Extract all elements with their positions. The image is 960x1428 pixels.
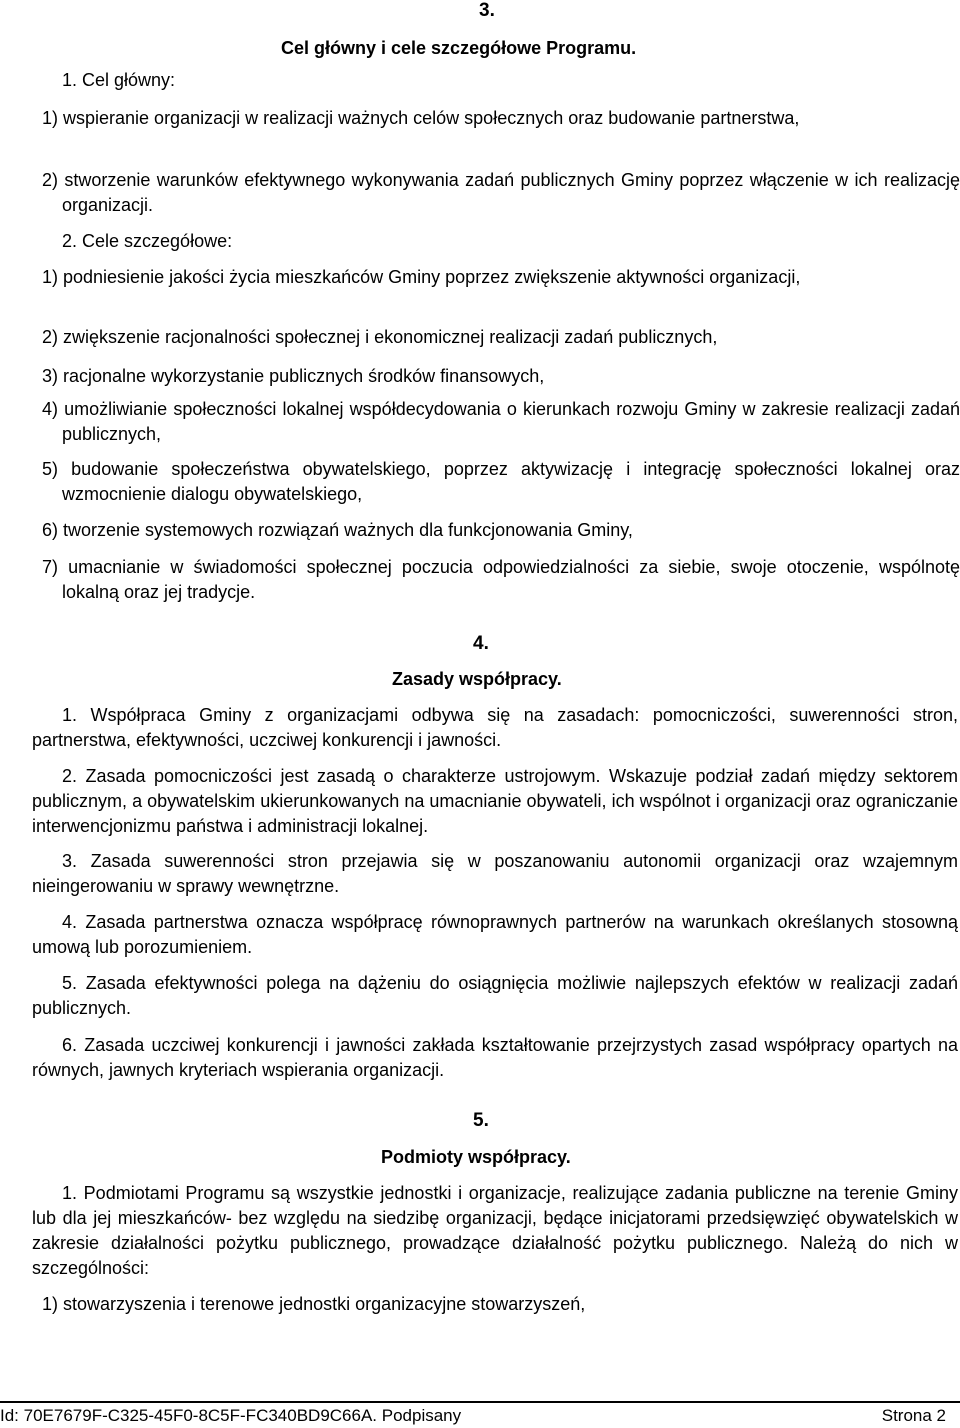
entities-paragraph-1: 1. Podmiotami Programu są wszystkie jednostki i organizacje, realizujące zadania publiczne na terenie Gminy lub dla jej mieszkańców- bez względu na siedzibę organizacji, będące inicjatorami przedsięwzięć obywatelskich w zakresie działalności pożytku publicznego, prowadzące działalność pożytku publicznego. Należą do nich w szczególności:	[32, 1183, 958, 1278]
principles-paragraph-3: 3. Zasada suwerenności stron przejawia się w poszanowaniu autonomii organizacji oraz wzajemnym nieingerowaniu w sprawy wewnętrzne.	[32, 851, 958, 896]
principles-paragraph-6: 6. Zasada uczciwej konkurencji i jawności zakłada kształtowanie przejrzystych zasad współpracy opartych na równych, jawnych kryteriach wspierania organizacji.	[32, 1035, 958, 1080]
main-goal-heading: 1. Cel główny:	[62, 70, 176, 90]
principles-paragraph-4: 4. Zasada partnerstwa oznacza współpracę równoprawnych partnerów na warunkach określanych stosowną umową lub porozumieniem.	[32, 912, 958, 957]
specific-goal-item-1: 1) podniesienie jakości życia mieszkańców Gminy poprzez zwiększenie aktywności organizacji,	[42, 267, 801, 287]
footer-page-number: Strona 2	[881, 1406, 946, 1425]
section-3-title: Cel główny i cele szczegółowe Programu.	[281, 38, 637, 58]
footer-document-id: Id: 70E7679F-C325-45F0-8C5F-FC340BD9C66A. Podpisany	[0, 1406, 462, 1425]
section-5-number: 5.	[473, 1110, 489, 1131]
specific-goal-item-5: 5) budowanie społeczeństwa obywatelskiego, poprzez aktywizację i integrację społeczności lokalnej oraz wzmocnienie dialogu obywatelskiego,	[42, 459, 960, 504]
footer-divider	[0, 1401, 960, 1403]
specific-goals-heading: 2. Cele szczegółowe:	[62, 231, 233, 251]
main-goal-item-2: 2) stworzenie warunków efektywnego wykonywania zadań publicznych Gminy poprzez włączenie w ich realizację organizacji.	[42, 170, 960, 215]
specific-goal-item-6: 6) tworzenie systemowych rozwiązań ważnych dla funkcjonowania Gminy,	[42, 520, 633, 540]
section-5-title: Podmioty współpracy.	[381, 1147, 571, 1167]
section-4-title: Zasady współpracy.	[392, 669, 562, 689]
principles-paragraph-1: 1. Współpraca Gminy z organizacjami odbywa się na zasadach: pomocniczości, suwerenności stron, partnerstwa, efektywności, uczciwej konkurencji i jawności.	[32, 705, 958, 750]
specific-goal-item-2: 2) zwiększenie racjonalności społecznej i ekonomicznej realizacji zadań publicznych,	[42, 327, 718, 347]
principles-paragraph-2: 2. Zasada pomocniczości jest zasadą o charakterze ustrojowym. Wskazuje podział zadań między sektorem publicznym, a obywatelskim ukierunkowanych na umacnianie obywateli, ich wspólnot i organizacji oraz ograniczanie interwencjonizmu państwa i administracji lokalnej.	[32, 766, 958, 836]
specific-goal-item-4: 4) umożliwianie społeczności lokalnej współdecydowania o kierunkach rozwoju Gminy w zakresie realizacji zadań publicznych,	[42, 399, 960, 444]
specific-goal-item-3: 3) racjonalne wykorzystanie publicznych środków finansowych,	[42, 366, 545, 386]
section-4-number: 4.	[473, 633, 489, 654]
section-3-number: 3.	[479, 0, 495, 21]
specific-goal-item-7: 7) umacnianie w świadomości społecznej poczucia odpowiedzialności za siebie, swoje otoczenie, wspólnotę lokalną oraz jej tradycje.	[42, 557, 960, 602]
entities-item-1: 1) stowarzyszenia i terenowe jednostki organizacyjne stowarzyszeń,	[42, 1294, 586, 1314]
main-goal-item-1: 1) wspieranie organizacji w realizacji ważnych celów społecznych oraz budowanie partnerstwa,	[42, 108, 800, 128]
principles-paragraph-5: 5. Zasada efektywności polega na dążeniu do osiągnięcia możliwie najlepszych efektów w realizacji zadań publicznych.	[32, 973, 958, 1018]
